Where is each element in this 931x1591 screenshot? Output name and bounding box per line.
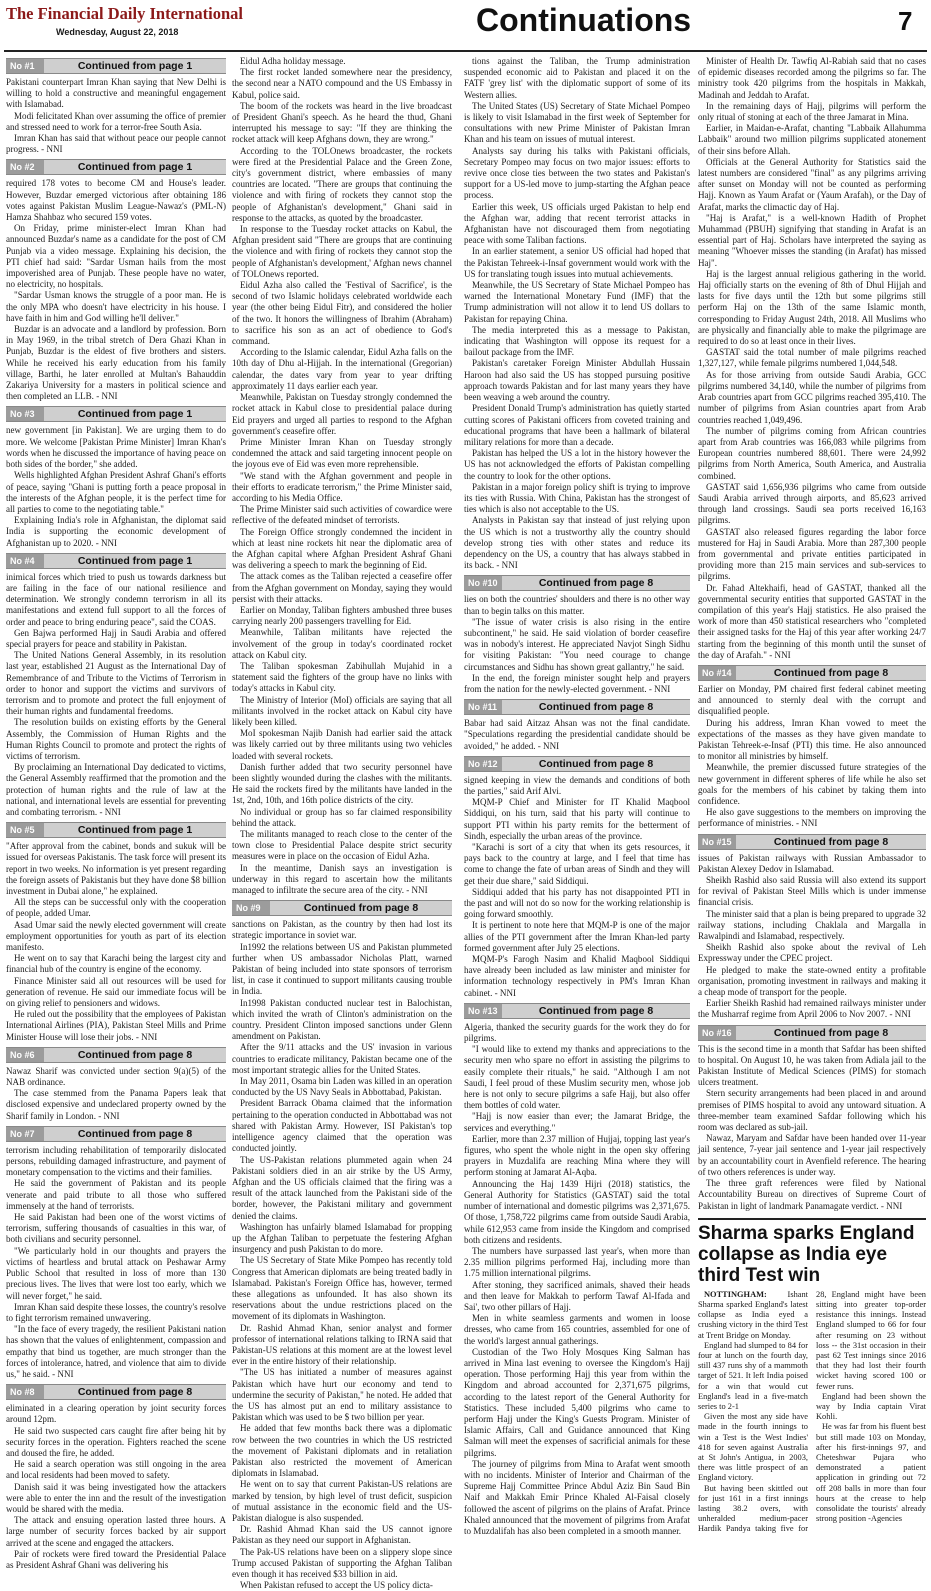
continuation-number: No #9 (232, 901, 270, 915)
article-paragraph: It is pertinent to note here that MQM-P is one of the major allies of the PTI government after the Imran Khan-led party formed government after July 25 elections. (464, 920, 690, 953)
continuation-article (464, 575, 690, 695)
continuation-number: No #1 (6, 59, 44, 73)
article-paragraph: President Barrack Obama claimed that the information pertaining to the operation conducted in Abbottabad was not shared with Pakistan Army. However, ISI Pakistan's top intelligence agency claimed that the operation was conducted jointly. (232, 1098, 452, 1154)
continuation-number: No #5 (6, 823, 44, 837)
article-paragraph: He also gave suggestions to the members on improving the performance of ministries. - NNI (698, 807, 926, 829)
article-paragraph: new government [in Pakistan]. We are urging them to do more. We welcome [Pakistan Prime Minister] Imran Khan's words when he discussed the importance of having peace on both sides of the border," she added. (6, 425, 226, 470)
continuation-article (6, 1384, 226, 1571)
article-paragraph: When Pakistan refused to accept the US policy dicta- (240, 1580, 433, 1591)
article-paragraph: Pakistani counterpart Imran Khan saying that New Delhi is willing to hold a constructive and meaningful engagement with Islamabad. (6, 77, 226, 110)
article-paragraph: All the steps can be successful only with the cooperation of people, added Umar. (6, 897, 226, 919)
article-paragraph: signed keeping in view the demands and conditions of both the parties," said Arif Alvi. (464, 774, 690, 796)
continuation-label: Continued from page 8 (773, 666, 889, 679)
article-paragraph: Babar had said Aitzaz Ahsan was not the final candidate. "Speculations regarding the presidential candidate should be avoided," he added. - NNI (464, 718, 690, 751)
continuation-number: No #6 (6, 1048, 44, 1062)
article-paragraph: After stoning, they sacrificed animals, shaved their heads and then leave for Makkah to perform Tawaf Al-Ifada and Sai', two other pillars of Hajj. (464, 1279, 690, 1312)
article-paragraph: On Friday, prime minister-elect Imran Khan had announced Buzdar's name as a candidate for the post of CM Punjab via a video message. Explaining his decision, the PTI chief had said: "Sardar Usman hails from the most impoverished area of Punjab. These people have no water, no electricity, no hospitals. (6, 223, 226, 290)
article-paragraph: Earlier, in Maidan-e-Arafat, chanting "Labbaik Allahumma Labbaik" around two million pilgrims supplicated atonement of their sins before Allah. (698, 123, 926, 156)
continuation-label: Continued from page 8 (538, 1004, 654, 1017)
article-paragraph: Buzdar is an advocate and a landlord by profession. Born in May 1969, in the tribal stretch of Dera Ghazi Khan in Punjab, Buzdar is the eldest of five brothers and sisters. While he received his early education from his family village, Barthi, he later enrolled at Multan's Bahauddin Zakariya University for a masters in political science and then completed an LLB. - NNI (6, 324, 226, 402)
continuation-label: Continued from page 8 (77, 1127, 193, 1140)
section-title: Continuations (476, 2, 692, 38)
article-paragraph: GASTAT said the total number of male pilgrims reached 1,327,127, while female pilgrims numbered 1,044,548. (698, 347, 926, 369)
continuation-label: Continued from page 1 (77, 408, 193, 421)
article-paragraph: Algeria, thanked the security guards for the work they do for pilgrims. (464, 1021, 690, 1044)
article-paragraph: "We stand with the Afghan government and people in their efforts to eradicate terrorism," the Prime Minister said, according to his Media Office. (232, 470, 452, 503)
continuation-article (698, 834, 926, 1021)
article-paragraph: Finance Minister said all out resources will be used for generation of revenue. He said our immediate focus will be on giving relief to pensioners and widows. (6, 975, 226, 1009)
article-paragraph: Modi felicitated Khan over assuming the office of premier and stressed need to work for a terror-free South Asia. (6, 110, 226, 132)
continuation-article (698, 1025, 926, 1212)
sports-story (698, 1218, 926, 1535)
article-paragraph: Meanwhile, Taliban militants have rejected the involvement of the group in today's coordinated rocket attack on Kabul city. (232, 627, 452, 660)
continuation-label: Continued from page 1 (77, 60, 193, 72)
article-paragraph: GASTAT also released figures regarding the labor force mustered for Haj in Saudi Arabia. More than 287,300 people from governmental and private entities participated in providing more than 215 main services and sub-services to pilgrims. (698, 526, 926, 582)
article-paragraph: "Karachi is sort of a city that when its gets resources, it pays back to the country at large, and I feel that time has come to change the fate of urban areas of Sindh and they will get their due share," said Siddiqui. (464, 842, 690, 886)
article-paragraph: He said a search operation was still ongoing in the area and local residents had been moved to safety. (6, 1459, 226, 1481)
article-paragraph: Custodian of the Two Holy Mosques King Salman has arrived in Mina last evening to oversee the Kingdom's Hajj operation. Those performing Hajj this year from within the Kingdom and abroad accounted for 2,371,675 pilgrims, according to the latest report of the General Authority for Statistics. These included 5,400 pilgrims who came to perform Hajj under the King's Guests Program. Minister of Islamic Affairs, Call and Guidance announced that King Salman will meet the expenses of sacrificial animals for these pilgrims. (464, 1346, 690, 1458)
article-paragraph: The US-Pakistan relations plummeted again when 24 Pakistani soldiers died in an air strike by the US Army, Afghan and the US officials claimed that the firing was a result of the attack launched from the Pakistani side of the border, however, the Pakistani military and government denied the claims. (232, 1154, 452, 1221)
article-paragraph: Eidul Azha also called the 'Festival of Sacrifice', is the second of two Islamic holidays celebrated worldwide each year (the other being Eidul Fitr), and considered the holier of the two. It honors the willingness of Ibrahim (Abraham) to sacrifice his son as an act of obedience to God's command. (232, 280, 452, 347)
sports-paragraph-text: Ishant Sharma sparked England's latest collapse as India eyed a crushing victory in the third Test at Trent Bridge on Monday. (698, 1289, 808, 1340)
article-paragraph: lies on both the countries' shoulders and there is no other way than to begin talks on this matter. (464, 594, 690, 616)
continuation-label: Continued from page 8 (77, 1048, 193, 1061)
continuation-header (6, 159, 226, 175)
sports-paragraph: England had slumped to 84 for four at lunch on the fourth day, still 437 runs shy of a mammoth target of 521. It left India poised for a win that would cut England's lead in a five-match series to 2-1 (698, 1340, 808, 1411)
article-paragraph: The three graft references were filed by National Accountability Bureau on directives of Supreme Court of Pakistan in light of landmark Panamagate verdict. - NNI (698, 1178, 926, 1211)
continuation-article (464, 699, 690, 752)
masthead-rule (4, 50, 927, 52)
continuation-label: Continued from page 1 (77, 824, 193, 837)
article-paragraph: issues of Pakistan railways with Russian Ambassador to Pakistan Alexey Dedov in Islamabad. (698, 852, 926, 874)
article-paragraph: Meanwhile, the US Secretary of State Michael Pompeo has warned the International Monetary Fund (IMF) that the Trump administration will not allow it to lend US dollars to Pakistan for repaying China. (464, 280, 690, 324)
article-paragraph: Imran Khan has said that without peace our people cannot progress. - NNI (6, 133, 226, 155)
article-paragraph: During his address, Imran Khan vowed to meet the expectations of the masses as they have given mandate to Pakistan Tehreek-e-Insaf (PTI) this time. He also announced to monitor all ministries by himself. (698, 717, 926, 762)
continuation-article (698, 56, 926, 661)
article-paragraph: Dr. Fahad Altekhaifi, head of GASTAT, thanked all the governmental security entities that supported GASTAT in the compilation of this year's Hajj statistics. He also praised the work of more than 450 statistical researchers who "completed their assigned tasks for the Haj of this year after working 24/7 starting from the beginning of this month until the sunset of the day of Arafah." - NNI (698, 582, 926, 660)
continuation-header (6, 822, 226, 838)
article-paragraph: "The US has initiated a number of measures against Pakistan which have hurt our economy and tend to undermine the security of Pakistan," he noted. He added that the US has almost put an end to military assistance to Pakistan which was used to be $ two billion per year. (232, 1367, 452, 1423)
continuation-label: Continued from page 8 (303, 902, 419, 915)
continuation-article (698, 665, 926, 830)
continuation-label: Continued from page 8 (538, 577, 654, 590)
column-4 (698, 56, 926, 1551)
article-paragraph: The Pak-US relations have been on a slippery slope since Trump accused Pakistan of supporting the Afghan Taliban even though it has received $33 billion in aid. (232, 1546, 452, 1580)
continuation-article (6, 159, 226, 402)
sports-paragraph: He was far from his fluent best but still made 103 on Monday, after his first-innings 97, and Cheteshwar Pujara who demonstrated a patient application in grinding out 72 off 208 balls in more than four hours at the crease to help consolidate the tourists' already strong position -Agencies (816, 1422, 926, 1524)
article-paragraph: Imran Khan said despite these losses, the country's resolve to fight terrorism remained unwavering. (6, 1301, 226, 1323)
continuation-header (6, 1047, 226, 1063)
continuation-number: No #4 (6, 554, 44, 568)
article-paragraph: GASTAT said 1,656,936 pilgrims who came from outside Saudi Arabia arrived through airports, and 85,623 arrived through land crossings. Saudi sea ports received 16,163 pilgrims. (698, 481, 926, 526)
article-paragraph: eliminated in a clearing operation by joint security forces around 12pm. (6, 1403, 226, 1425)
article-paragraph: President Donald Trump's administration has quietly started cutting scores of Pakistani officers from coveted training and educational programs that have been a hallmark of bilateral military relations for more than a decade. (464, 403, 690, 447)
article-paragraph: sanctions on Pakistan, as the country by then had lost its strategic importance in soviet war. (232, 919, 452, 941)
article-paragraph: Stern security arrangements had been placed in and around premises of PIMS hospital to avoid any untoward situation. A three-member team examined Safdar following which his room was declared as sub-jail. (698, 1088, 926, 1133)
article-paragraph: He pledged to make the state-owned entity a profitable organisation, promoting investment in railways and making it a cheap mode of transport for the people. (698, 964, 926, 998)
article-paragraph: Earlier, more than 2.37 million of Hujjaj, topping last year's figures, who spent the whole night in the open sky offering prayers in Muzdalifa are reaching Mina where they will perform stoning at Jamarat Al-Aqba. (464, 1133, 690, 1178)
article-paragraph: Eidul Adha holiday message. (240, 56, 346, 66)
sports-paragraph: Given the most any side have made in the fourth innings to win a Test is the West Indies' 418 for seven against Australia at St John's Antigua, in 2003, there was little prospect of an England victory. (698, 1412, 808, 1483)
article-paragraph: By proclaiming an International Day dedicated to victims, the General Assembly reaffirmed that the promotion and the protection of human rights and the rule of law at the national, and international levels are essential for preventing and combating terrorism. - NNI (6, 762, 226, 817)
sports-body (698, 1290, 926, 1535)
article-paragraph: After the 9/11 attacks and the US' invasion in various countries to eradicate militancy, Pakistan became one of the most important strategic allies for the United States. (232, 1042, 452, 1075)
continuation-header (464, 1003, 690, 1019)
masthead (0, 0, 931, 52)
article-paragraph: Minister of Health Dr. Tawfiq Al-Rabiah said that no cases of epidemic diseases recorded among the pilgrims so far. The ministry took 420 pilgrims from the hospitals in Makkah, Madinah and Jeddah to Arafat. (698, 56, 926, 100)
continuation-number: No #8 (6, 1385, 44, 1399)
article-paragraph: Nawaz, Maryam and Safdar have been handed over 11-year jail sentence, 7-year jail sentence and 1-year jail respectively by an accountability court in Avenfield reference. The hearing of two others references is under way. (698, 1133, 926, 1177)
article-paragraph: This is the second time in a month that Safdar has been shifted to hospital. On August 10, he was taken from Adiala jail to the Pakistan Institute of Medical Sciences (PIMS) for stomach ulcers treatment. (698, 1043, 926, 1088)
article-paragraph: Pakistan's caretaker Foreign Minister Abdullah Hussain Haroon had also said the US has stopped pursuing positive approach towards Pakistan and for last many years they have been weaving a web around the country. (464, 358, 690, 403)
article-paragraph: The attack and ensuing operation lasted three hours. A large number of security forces backed by air support arrived at the scene and engaged the attackers. (6, 1515, 226, 1548)
article-paragraph: The Prime Minister said such activities of cowardice were reflective of the defeated mindset of terrorists. (232, 504, 452, 526)
article-paragraph: Earlier on Monday, Taliban fighters ambushed three buses carrying nearly 200 passengers travelling for Eid. (232, 604, 452, 627)
paper-name: The Financial Daily International (6, 4, 243, 23)
article-paragraph: Pakistan in a major foreign policy shift is trying to improve its ties with Russia. With China, Pakistan has the strongest of ties which is also not acceptable to the US. (464, 481, 690, 515)
continuation-number: No #16 (698, 1026, 736, 1040)
article-paragraph: "After approval from the cabinet, bonds and sukuk will be issued for overseas Pakistanis. The task force will present its report in two weeks. No information is yet present regarding the foreign assets of Pakistanis but they have done $8 billion investment in Dubai alone," he explained. (6, 841, 226, 896)
article-paragraph: The Taliban spokesman Zabihullah Mujahid in a statement said the fighters of the group have no links with today's attacks in Kabul city. (232, 660, 452, 694)
article-paragraph: "Sardar Usman knows the struggle of a poor man. He is the only MPA who doesn't have electricity in his house. I have faith in him and God willing he'll deliver." (6, 290, 226, 323)
article-paragraph: "Haj is Arafat," is a well-known Hadith of Prophet Muhammad (PBUH) signifying that standing in Arafat is an essential part of Haj. Scholars have interpreted the saying as meaning "Whoever misses the standing (in Arafat) has missed Haj". (698, 212, 926, 268)
article-paragraph: Gen Bajwa performed Hajj in Saudi Arabia and offered special prayers for peace and stability in Pakistan. (6, 627, 226, 649)
continuation-header (6, 406, 226, 422)
article-paragraph: Officials at the General Authority for Statistics said the latest numbers are considered "final" as any pilgrims arriving after sunset on Monday will not be counted as performing Hajj. Known as Yaum Arafat or (Yaum Arafah), or the Day of Arafat, marks the climactic day of Haj. (698, 156, 926, 212)
article-paragraph: According to the Islamic calendar, Eidul Azha falls on the 10th day of Dhu al-Hijjah. In the international (Gregorian) calendar, the dates vary from year to year drifting approximately 11 days earlier each year. (232, 347, 452, 391)
article-paragraph: Sheikh Rashid also said Russia will also extend its support for revival of Pakistan Steel Mills which is under immense financial crisis. (698, 875, 926, 908)
article-paragraph: "The issue of water crisis is also rising in the entire subcontinent," he said. He said violation of border ceasefire was in nobody's interest. He appreciated Navjot Singh Sidhu for visiting Pakistan: "You need courage to change circumstances and Sidhu has shown great gallantry," he said. (464, 616, 690, 672)
continuation-header (698, 1025, 926, 1041)
continuation-article (6, 1126, 226, 1380)
article-paragraph: Danish said it was being investigated how the attackers were able to enter the inn and the result of the investigation would be shared with the media. (6, 1481, 226, 1514)
sports-dateline: NOTTINGHAM: (704, 1289, 767, 1299)
sports-headline: Sharma sparks England collapse as India eye third Test win (698, 1222, 915, 1286)
column-4-articles (698, 56, 926, 1212)
continuation-header (6, 553, 226, 569)
article-paragraph: tions against the Taliban, the Trump administration suspended economic aid to Pakistan and placed it on the FATF 'grey list' with the diplomatic support of some of its Western allies. (464, 56, 690, 100)
continuation-header (6, 1384, 226, 1400)
continuation-label: Continued from page 1 (77, 554, 193, 567)
continuation-number: No #7 (6, 1127, 44, 1141)
article-paragraph: Pakistan has helped the US a lot in the history however the US has not acknowledged the efforts of Pakistan compelling the country to look for the other options. (464, 448, 690, 481)
continuation-article (6, 822, 226, 1043)
article-paragraph: Meanwhile, Pakistan on Tuesday strongly condemned the rocket attack in Kabul close to presidential palace during Eid prayers and urged all parties to respond to the Afghan government's ceasefire offer. (232, 392, 452, 436)
article-paragraph: He said two suspected cars caught fire after being hit by security forces in the operation. Fighters reached the scene and doused the fire, he added. (6, 1425, 226, 1458)
article-paragraph: The journey of pilgrims from Mina to Arafat went smooth with no incidents. Minister of Interior and Chairman of the Supreme Hajj Committee Prince Abdul Aziz Bin Saud Bin Naif and Makkah Emir Prince Khaled Al-Faisal closely followed the ascent of pilgrims on the plains of Arafat. Prince Khaled announced that the movement of pilgrims from Arafat to Muzdalifah has also been completed in a smooth manner. (464, 1458, 690, 1536)
continuation-label: Continued from page 1 (77, 161, 193, 174)
article-paragraph: MQM-P's Farogh Nasim and Khalid Maqbool Siddiqui have already been included as law minister and minister for information technology respectively in PM's Imran Khan cabinet. - NNI (464, 954, 690, 998)
continuation-number: No #10 (464, 576, 502, 590)
continuation-article (6, 58, 226, 155)
article-paragraph: The United States (US) Secretary of State Michael Pompeo is likely to visit Islamabad in the first week of September for consultations with new Prime Minister of Pakistan Imran Khan and his team on issues of mutual interest. (464, 100, 690, 145)
continuation-article (464, 56, 690, 571)
article-paragraph: Announcing the Haj 1439 Hijri (2018) statistics, the General Authority for Statistics (GASTAT) said the total number of international and domestic pilgrims was 2,371,675. Of those, 1,758,722 pilgrims came from outside Saudi Arabia, while 612,953 came from inside the Kingdom and comprised both citizens and residents. (464, 1178, 690, 1245)
continuation-number: No #3 (6, 407, 44, 421)
article-paragraph: The number of pilgrims coming from African countries apart from Arab countries was 166,083 while pilgrims from European countries numbered 88,601. There were 24,992 pilgrims from North America, South America, and Australia combined. (698, 425, 926, 481)
article-paragraph: He said Pakistan had been one of the worst victims of terrorism, suffering thousands of casualties in this war, of both civilians and security personnel. (6, 1212, 226, 1245)
continuation-article (6, 553, 226, 818)
article-paragraph: The first rocket landed somewhere near the presidency, the second near a NATO compound and the US Embassy in Kabul, police said. (232, 67, 452, 100)
continuation-header (232, 900, 452, 916)
column-1 (6, 56, 226, 1570)
article-paragraph: The militants managed to reach close to the center of the town close to Presidential Palace despite strict security measures were in place on the occasion of Eidul Azha. (232, 829, 452, 862)
article-paragraph: Dr. Rashid Ahmad Khan said the US cannot ignore Pakistan as they need our support in Afghanistan. (232, 1524, 452, 1546)
continuation-article (6, 1047, 226, 1122)
article-paragraph: Dr. Rashid Ahmad Khan, senior analyst and former professor of international relations talking to IRNA said that Pakistan-US relations at this moment are at the lowest level ever in the entire history of their relationship. (232, 1322, 452, 1367)
article-paragraph: Explaining India's role in Afghanistan, the diplomat said India is supporting the economic development of Afghanistan up to 2020. - NNI (6, 515, 226, 548)
continuation-label: Continued from page 8 (77, 1386, 193, 1399)
article-paragraph: Nawaz Sharif was convicted under section 9(a)(5) of the NAB ordinance. (6, 1065, 226, 1088)
continuation-article (464, 1003, 690, 1537)
article-paragraph: The case stemmed from the Panama Papers leak that disclosed expensive and undeclared property owned by the Sharif family in London. - NNI (6, 1088, 226, 1121)
continuation-header (464, 756, 690, 772)
sports-paragraph (698, 1290, 808, 1341)
continuation-number: No #2 (6, 160, 44, 174)
article-paragraph: Analysts say during his talks with Pakistani officials, Secretary Pompeo may focus on two major issues: efforts to revive once close ties between the two states and Pakistan's support for a US-led move to jump-starting the Afghan peace process. (464, 145, 690, 201)
article-paragraph: Washington has unfairly blamed Islamabad for propping up the Afghan Taliban to perpetuate the festering Afghan insurgency and push Pakistan to do more. (232, 1221, 452, 1255)
continuation-header (464, 575, 690, 591)
article-paragraph: He went on to say that current Pakistan-US relations are marked by tension, by high level of trust deficit, suspicion of mutual assistance in the economic field and the US-Pakistan dialogue is also suspended. (232, 1479, 452, 1523)
article-paragraph: Men in white seamless garments and women in loose dresses, who came from 165 countries, assembled for one of the world's largest annual gatherings. (464, 1313, 690, 1346)
article-paragraph: "In the face of every tragedy, the resilient Pakistani nation has shown that the values of enlightenment, compassion and empathy that bind us together, are much stronger than the forces of intolerance, hatred, and violence that aim to divide us," he said. - NNI (6, 1324, 226, 1379)
article-paragraph: No individual or group has so far claimed responsibility behind the attack. (232, 806, 452, 828)
article-paragraph: Prime Minister Imran Khan on Tuesday strongly condemned the attack and said targeting innocent people on the joyous eve of Eid was even more reprehensible. (232, 436, 452, 470)
article-paragraph: The numbers have surpassed last year's, when more than 2.35 million pilgrims performed Haj, including more than 1.75 million international pilgrims. (464, 1245, 690, 1279)
continuation-header (6, 58, 226, 74)
article-paragraph: Earlier this week, US officials urged Pakistan to help end the Afghan war, adding that recent terrorist attacks in Afghanistan have not discouraged them from negotiating peace with some Taliban factions. (464, 201, 690, 246)
continuation-label: Continued from page 8 (773, 1026, 889, 1039)
article-paragraph: In May 2011, Osama bin Laden was killed in an operation conducted by the US Navy Seals in Abbottabad, Pakistan. (232, 1076, 452, 1098)
page-number: 7 (898, 6, 913, 36)
continuation-header (464, 699, 690, 715)
continuation-number: No #14 (698, 666, 736, 680)
article-paragraph: In1992 the relations between US and Pakistan plummeted further when US ambassador Nicholas Platt, warned Pakistan of being included into state sponsors of terrorism list, in case it continued to support militants causing trouble in India. (232, 941, 452, 997)
article-paragraph: "I would like to extend my thanks and appreciations to the security men who spare no effort in assisting the pilgrims to easily complete their rituals," he said. "Although I am not Saudi, I feel proud of these Muslim security men, whose job here is not only to secure pilgrims a safe Hajj, but also offer them bottles of cold water. (464, 1044, 690, 1111)
continuation-number: No #11 (464, 700, 502, 714)
article-paragraph: The minister said that a plan is being prepared to upgrade 32 railway stations, including Chaklala and Margalla in Rawalpindi and Islamabad, respectively. (698, 908, 926, 942)
continuation-header (698, 834, 926, 850)
article-paragraph: Pair of rockets were fired toward the Presidential Palace as President Ashraf Ghani was delivering his (6, 1548, 226, 1570)
continuation-article (464, 756, 690, 999)
article-paragraph: The resolution builds on existing efforts by the General Assembly, the Commission of Human Rights and the Human Rights Council to promote and protect the rights of victims of terrorism. (6, 717, 226, 761)
article-paragraph: The Foreign Office strongly condemned the incident in which at least nine rockets hit near the diplomatic area of the Afghan capital where Afghan President Ashraf Ghani was delivering a speech to mark the beginning of Eid. (232, 526, 452, 571)
article-paragraph: The media interpreted this as a message to Pakistan, indicating that Washington will oppose its request for a bailout package from the IMF. (464, 324, 690, 358)
article-paragraph: Earlier on Monday, PM chaired first federal cabinet meeting and announced to sternly deal with the corrupt and disqualified people. (698, 683, 926, 717)
continuation-article (232, 56, 452, 896)
continuation-number: No #15 (698, 835, 736, 849)
continuation-number: No #12 (464, 757, 502, 771)
sports-paragraph: But having been skittled out for just 161 in a first innings lasting 38.2 overs, with unheralded medium-pacer Hardik Pandya taking five for 28, England might have been sitting into greater top-order resistance this innings. Instead England slumped to 66 for four after resuming on 23 without loss -- the 31st occasion in their past 62 Test innings since 2016 that they had lost their fourth wicket having scored 100 or fewer runs. (698, 1289, 926, 1534)
continuation-article (6, 406, 226, 548)
article-paragraph: "We particularly hold in our thoughts and prayers the victims of heartless and brutal attack on Peshawar Army Public School that resulted in loss of more than 130 precious lives. The lives that were lost too early, which we will never forget," he said. (6, 1245, 226, 1301)
article-paragraph: Wells highlighted Afghan President Ashraf Ghani's efforts of peace, saying "Ghani is putting forth a peace proposal in the interests of the Afghan people, it is the perfect time for all parties to come to the negotiating table." (6, 470, 226, 514)
article-paragraph: Asad Umar said the newly elected government will create employment opportunities for youth as part of its election manifesto. (6, 919, 226, 953)
article-paragraph: terrorism including rehabilitation of temporarily dislocated persons, rebuilding damaged infrastructure, and payment of monetary compensation to the victims and their families. (6, 1144, 226, 1178)
article-paragraph: He ruled out the possibility that the employees of Pakistan International Airlines (PIA), Pakistan Steel Mills and Prime Minister House will lose their jobs. - NNI (6, 1009, 226, 1042)
column-2 (232, 56, 452, 1591)
article-paragraph: In response to the Tuesday rocket attacks on Kabul, the Afghan president said "There are groups that are continuing the violence and with firing of rockets they cannot stop the people of Afghanistan's development,' Afghan news channel of TOLOnews reported. (232, 224, 452, 279)
article-paragraph: "Hajj is now easier than ever; the Jamarat Bridge, the services and everything." (464, 1111, 690, 1133)
column-3 (464, 56, 690, 1551)
sports-paragraph: England had been shown the way by India captain Virat Kohli. (816, 1391, 926, 1422)
continuation-article (232, 900, 452, 1591)
article-paragraph: The attack comes as the Taliban rejected a ceasefire offer from the Afghan government on Monday, saying they would persist with their attacks. (232, 571, 452, 604)
article-paragraph: required 178 votes to become CM and House's leader. However, Buzdar emerged victorious after obtaining 186 votes against Pakistan Muslim League-Nawaz's (PML-N) Hamza Shahbaz who secured 159 votes. (6, 178, 226, 223)
article-paragraph: The boom of the rockets was heard in the live broadcast of President Ghani's speech. As he heard the thud, Ghani interrupted his message to say: "If they are thinking the rocket attack will keep Afghans down, they are wrong." (232, 100, 452, 145)
article-paragraph: In the end, the foreign minister sought help and prayers from the nation for the newly-elected government. - NNI (464, 672, 690, 694)
article-paragraph: According to the TOLOnews broadcaster, the rockets were fired at the Presidential Palace and the Green Zone, city's government district, where embassies of many countries are located. "There are groups that continuing the violence and with firing of rockets they cannot stop the people of Afghanistan's development," Ghani said in response to the attacks, as quoted by the broadcaster. (232, 145, 452, 223)
continuation-label: Continued from page 8 (538, 757, 654, 770)
article-paragraph: In the remaining days of Hajj, pilgrims will perform the only ritual of stoning at each of the three Jamarat in Mina. (698, 100, 926, 123)
article-paragraph: MoI spokesman Najib Danish had earlier said the attack was likely carried out by three militants using two vehicles loaded with several rockets. (232, 728, 452, 761)
article-paragraph: In1998 Pakistan conducted nuclear test in Balochistan, which invited the wrath of Clinton's administration on the country. President Clinton imposed sanctions under Glenn amendment on Pakistan. (232, 997, 452, 1042)
article-paragraph: Analysts in Pakistan say that instead of just relying upon the US which is not a trustworthy ally the country should develop strong ties with other states and reduce its dependency on the US, a country that has always stabbed in its back. - NNI (464, 515, 690, 571)
publication-date: Wednesday, August 22, 2018 (56, 27, 179, 37)
article-paragraph: The United Nations General Assembly, in its resolution last year, established 21 August as the International Day of Remembrance of and Tribute to the Victims of Terrorism in order to honor and support the victims and survivors of terrorism and to promote and protect the full enjoyment of their human rights and fundamental freedoms. (6, 650, 226, 717)
article-paragraph: In an earlier statement, a senior US official had hoped that the Pakistan Tehreek-i-Insaf government would work with the US for translating tough issues into mutual achievements. (464, 246, 690, 279)
article-paragraph: He added that few months back there was a diplomatic row between the two countries in which the US restricted the movement of Pakistani diplomats and in retaliation Pakistan also restricted the movement of American diplomats in Islamabad. (232, 1423, 452, 1479)
continuation-label: Continued from page 8 (773, 835, 889, 848)
continuation-header (698, 665, 926, 681)
article-paragraph: The Ministry of Interior (MoI) officials are saying that all militants involved in the rocket attack on Kabul city have likely been killed. (232, 694, 452, 727)
article-paragraph: Earlier Sheikh Rashid had remained railways minister under the Musharraf regime from April 2006 to Nov 2007. - NNI (698, 998, 926, 1020)
article-paragraph: He said the government of Pakistan and its people venerate and paid tribute to all those who suffered immensely at the hand of terrorists. (6, 1178, 226, 1211)
article-paragraph: Haj is the largest annual religious gathering in the world. Haj officially starts on the evening of 8th of Dhul Hijjah and lasts for five days until the 12th but some pilgrims still perform Haj on the 13th of the same Islamic month, corresponding to Friday August 24th, 2018. All Muslims who are physically and financially able to make the pilgrimage are required to do so at least once in their lives. (698, 268, 926, 347)
article-paragraph: He went on to say that Karachi being the largest city and financial hub of the country is engine of the economy. (6, 953, 226, 975)
article-paragraph: MQM-P Chief and Minister for IT Khalid Maqbool Siddiqui, on his turn, said that his party will continue to support PTI within his party remits for the betterment of Sindh, especially the urban areas of the province. (464, 797, 690, 841)
article-paragraph: The US Secretary of State Mike Pompeo has recently told Congress that American diplomats are being treated badly in Islamabad. Pakistan's Foreign Office has, however, termed these allegations as unfounded. It has also shown its reservations about the undue restrictions placed on the movement of its diplomats in Washington. (232, 1255, 452, 1322)
article-paragraph: In the meantime, Danish says an investigation is underway in this regard to ascertain how the militants managed to infiltrate the secure area of the city. - NNI (232, 862, 452, 896)
article-paragraph: Siddiqui added that his party has not disappointed PTI in the past and will not do so now for the working relationship is going forward smoothly. (464, 886, 690, 920)
continuation-header (6, 1126, 226, 1142)
continuation-number: No #13 (464, 1004, 502, 1018)
article-paragraph: As for those arriving from outside Saudi Arabia, GCC pilgrims numbered 34,140, while the number of pilgrims from Arab countries apart from GCC pilgrims reached 395,410. The number of pilgrims from Asian countries apart from Arab countries reached 1,049,496. (698, 369, 926, 425)
article-paragraph: inimical forces which tried to push us towards darkness but are failing in the face of our national resilience and determination. We strongly condemn terrorism in all its manifestations and extend full support to all the forces of order and peace to bring enduring peace", said the COAS. (6, 571, 226, 627)
continuation-label: Continued from page 8 (538, 701, 654, 714)
article-paragraph: Sheikh Rashid also spoke about the revival of Leh Expressway under the CPEC project. (698, 942, 926, 964)
article-paragraph: Meanwhile, the premier discussed future strategies of the new government in different spheres of life while he also set goals for the members of his cabinet by taking them into confidence. (698, 762, 926, 806)
article-paragraph: Danish further added that two security personnel have been slightly wounded during the clashes with the militants. He said the rockets fired by the militants have landed in the 1st, 2nd, 10th, and 16th police districts of the city. (232, 761, 452, 806)
